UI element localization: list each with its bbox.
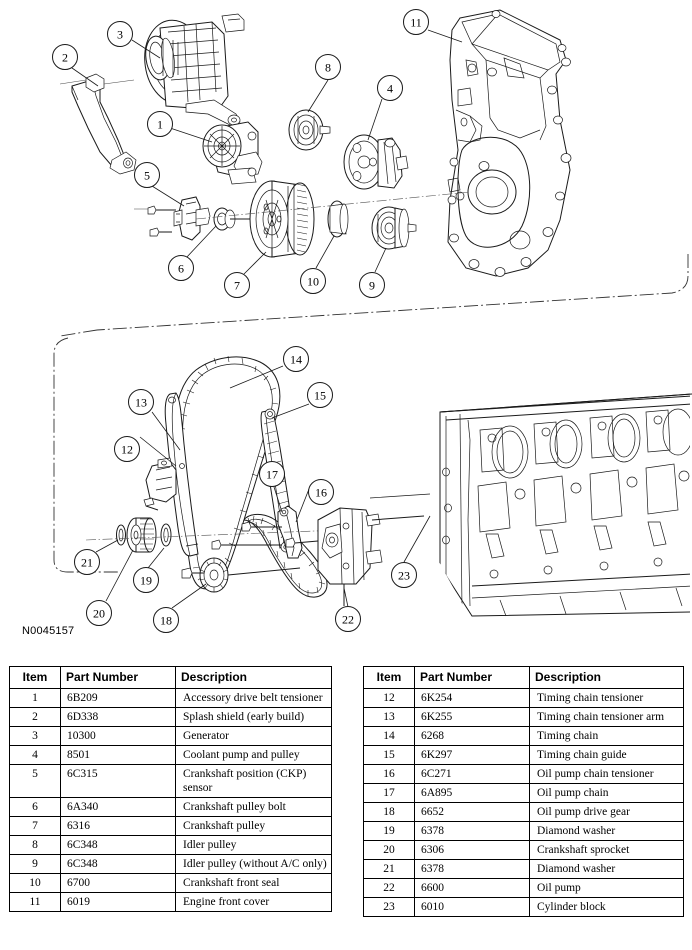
table-row — [10, 816, 332, 835]
table-row — [10, 873, 332, 892]
cell-part-number: 6019 — [61, 892, 176, 911]
callout-bubble-5 — [135, 163, 160, 188]
part-generator — [139, 14, 244, 126]
callout-bubble-11 — [404, 10, 429, 35]
cell-item: 10 — [10, 873, 61, 892]
callout-number: 16 — [315, 485, 327, 500]
part-crankshaft-pulley-bolt — [214, 208, 252, 230]
part-splash-shield — [60, 74, 136, 174]
callout-bubble-6 — [169, 256, 194, 281]
callout-number: 19 — [140, 573, 152, 588]
column-header-description: Description — [530, 667, 684, 689]
figure-id-label: N0045157 — [22, 625, 75, 637]
cell-item: 3 — [10, 726, 61, 745]
callout-number: 17 — [266, 467, 278, 482]
cell-item: 15 — [364, 745, 415, 764]
cell-description: Timing chain tensioner arm — [530, 707, 684, 726]
table-header-row — [364, 667, 684, 689]
callout-bubble-7 — [225, 273, 250, 298]
callout-number: 14 — [290, 352, 302, 367]
callout-bubble-22 — [336, 607, 361, 632]
cell-description: Engine front cover — [176, 892, 332, 911]
cell-part-number: 8501 — [61, 745, 176, 764]
cell-part-number: 6378 — [415, 859, 530, 878]
cell-item: 23 — [364, 897, 415, 916]
table-row — [364, 821, 684, 840]
part-coolant-pump — [344, 135, 408, 189]
callout-bubble-4 — [378, 76, 403, 101]
table-row — [10, 745, 332, 764]
table-row — [10, 892, 332, 911]
table-row — [364, 726, 684, 745]
cell-item: 2 — [10, 707, 61, 726]
cell-part-number: 6B209 — [61, 688, 176, 707]
cell-description: Timing chain guide — [530, 745, 684, 764]
table-row — [364, 688, 684, 707]
part-drive-belt-tensioner — [203, 122, 262, 184]
cell-description: Idler pulley — [176, 835, 332, 854]
callout-number: 3 — [117, 27, 123, 42]
table-row — [364, 802, 684, 821]
callout-bubble-23 — [392, 563, 417, 588]
cell-part-number: 6C315 — [61, 764, 176, 797]
cell-item: 8 — [10, 835, 61, 854]
cell-description: Coolant pump and pulley — [176, 745, 332, 764]
callout-bubble-8 — [316, 55, 341, 80]
cell-part-number: 6D338 — [61, 707, 176, 726]
part-idler-pulley-8 — [289, 110, 330, 150]
cell-part-number: 6600 — [415, 878, 530, 897]
parts-table-left — [9, 666, 332, 912]
column-header-item: Item — [10, 667, 61, 689]
callout-number: 8 — [325, 60, 331, 75]
cell-item: 19 — [364, 821, 415, 840]
cell-part-number: 6C348 — [61, 835, 176, 854]
callout-number: 7 — [234, 278, 240, 293]
cell-item: 6 — [10, 797, 61, 816]
cell-item: 12 — [364, 688, 415, 707]
part-oil-pump — [286, 508, 424, 606]
part-crankshaft-pulley — [250, 181, 314, 257]
cell-description: Timing chain tensioner — [530, 688, 684, 707]
cell-description: Splash shield (early build) — [176, 707, 332, 726]
cell-description: Oil pump — [530, 878, 684, 897]
cell-description: Crankshaft front seal — [176, 873, 332, 892]
cell-part-number: 6700 — [61, 873, 176, 892]
callout-bubble-15 — [308, 383, 333, 408]
cell-description: Crankshaft position (CKP) sensor — [176, 764, 332, 797]
callout-bubble-19 — [134, 568, 159, 593]
table-row — [364, 859, 684, 878]
callout-number: 5 — [144, 168, 150, 183]
callout-number: 18 — [160, 613, 172, 628]
cell-description: Diamond washer — [530, 821, 684, 840]
table-row — [364, 897, 684, 916]
part-crankshaft-sprocket — [127, 518, 156, 552]
cell-item: 9 — [10, 854, 61, 873]
cell-description: Crankshaft pulley bolt — [176, 797, 332, 816]
table-row — [364, 764, 684, 783]
part-diamond-washer-19 — [161, 524, 171, 546]
cell-description: Cylinder block — [530, 897, 684, 916]
column-header-description: Description — [176, 667, 332, 689]
cell-part-number: 6K255 — [415, 707, 530, 726]
cell-description: Crankshaft pulley — [176, 816, 332, 835]
callout-number: 13 — [135, 395, 147, 410]
callout-bubble-2 — [53, 45, 78, 70]
table-row — [10, 688, 332, 707]
callout-number: 22 — [342, 612, 354, 627]
part-crankshaft-front-seal — [328, 201, 348, 237]
table-row — [10, 854, 332, 873]
table-row — [10, 707, 332, 726]
table-row — [364, 707, 684, 726]
cell-item: 14 — [364, 726, 415, 745]
cell-description: Diamond washer — [530, 859, 684, 878]
cell-item: 22 — [364, 878, 415, 897]
callout-bubble-20 — [87, 601, 112, 626]
cell-item: 5 — [10, 764, 61, 797]
callout-bubble-16 — [309, 480, 334, 505]
parts-table-right — [363, 666, 684, 917]
callout-bubble-18 — [154, 608, 179, 633]
table-row — [10, 764, 332, 797]
callout-bubble-9 — [360, 273, 385, 298]
cell-part-number: 6316 — [61, 816, 176, 835]
column-header-part-number: Part Number — [61, 667, 176, 689]
callout-number: 15 — [314, 388, 326, 403]
cell-item: 7 — [10, 816, 61, 835]
cell-part-number: 6K297 — [415, 745, 530, 764]
callout-bubble-13 — [129, 390, 154, 415]
callout-number: 9 — [369, 278, 375, 293]
cell-part-number: 6652 — [415, 802, 530, 821]
callout-bubble-12 — [115, 437, 140, 462]
cell-item: 1 — [10, 688, 61, 707]
column-header-part-number: Part Number — [415, 667, 530, 689]
callout-number: 21 — [81, 555, 93, 570]
cell-part-number: 10300 — [61, 726, 176, 745]
cell-part-number: 6A340 — [61, 797, 176, 816]
table-row — [364, 840, 684, 859]
callout-bubble-10 — [301, 269, 326, 294]
callout-number: 6 — [178, 261, 184, 276]
cell-description: Oil pump drive gear — [530, 802, 684, 821]
table-header-row — [10, 667, 332, 689]
cell-item: 4 — [10, 745, 61, 764]
part-cylinder-block — [440, 394, 692, 616]
callout-number: 11 — [410, 15, 422, 30]
cell-item: 18 — [364, 802, 415, 821]
cell-part-number: 6C271 — [415, 764, 530, 783]
part-timing-chain-tensioner — [144, 458, 176, 510]
callout-bubble-1 — [148, 112, 173, 137]
cell-description: Crankshaft sprocket — [530, 840, 684, 859]
cell-description: Generator — [176, 726, 332, 745]
callout-bubble-14 — [284, 347, 309, 372]
table-row — [364, 745, 684, 764]
table-row — [364, 878, 684, 897]
cell-description: Oil pump chain — [530, 783, 684, 802]
callout-number: 12 — [121, 442, 133, 457]
callout-number: 4 — [387, 81, 393, 96]
callout-number: 2 — [62, 50, 68, 65]
cell-description: Accessory drive belt tensioner — [176, 688, 332, 707]
callout-number: 1 — [157, 117, 163, 132]
cell-item: 16 — [364, 764, 415, 783]
cell-part-number: 6010 — [415, 897, 530, 916]
callout-number: 20 — [93, 606, 105, 621]
table-row — [10, 797, 332, 816]
column-header-item: Item — [364, 667, 415, 689]
cell-part-number: 6K254 — [415, 688, 530, 707]
cell-part-number: 6268 — [415, 726, 530, 745]
cell-item: 11 — [10, 892, 61, 911]
cell-item: 13 — [364, 707, 415, 726]
part-engine-front-cover — [448, 10, 571, 277]
cell-part-number: 6A895 — [415, 783, 530, 802]
cell-part-number: 6306 — [415, 840, 530, 859]
cell-part-number: 6378 — [415, 821, 530, 840]
cell-item: 17 — [364, 783, 415, 802]
callout-bubble-3 — [108, 22, 133, 47]
table-row — [10, 726, 332, 745]
part-idler-pulley-9 — [372, 207, 416, 249]
callout-bubble-17 — [260, 462, 285, 487]
cell-item: 20 — [364, 840, 415, 859]
table-row — [364, 783, 684, 802]
callout-bubble-21 — [75, 550, 100, 575]
cell-description: Timing chain — [530, 726, 684, 745]
part-diamond-washer-21 — [117, 525, 126, 545]
callout-number: 10 — [307, 274, 319, 289]
cell-part-number: 6C348 — [61, 854, 176, 873]
cell-description: Oil pump chain tensioner — [530, 764, 684, 783]
cell-description: Idler pulley (without A/C only) — [176, 854, 332, 873]
cell-item: 21 — [364, 859, 415, 878]
table-row — [10, 835, 332, 854]
callout-number: 23 — [398, 568, 410, 583]
